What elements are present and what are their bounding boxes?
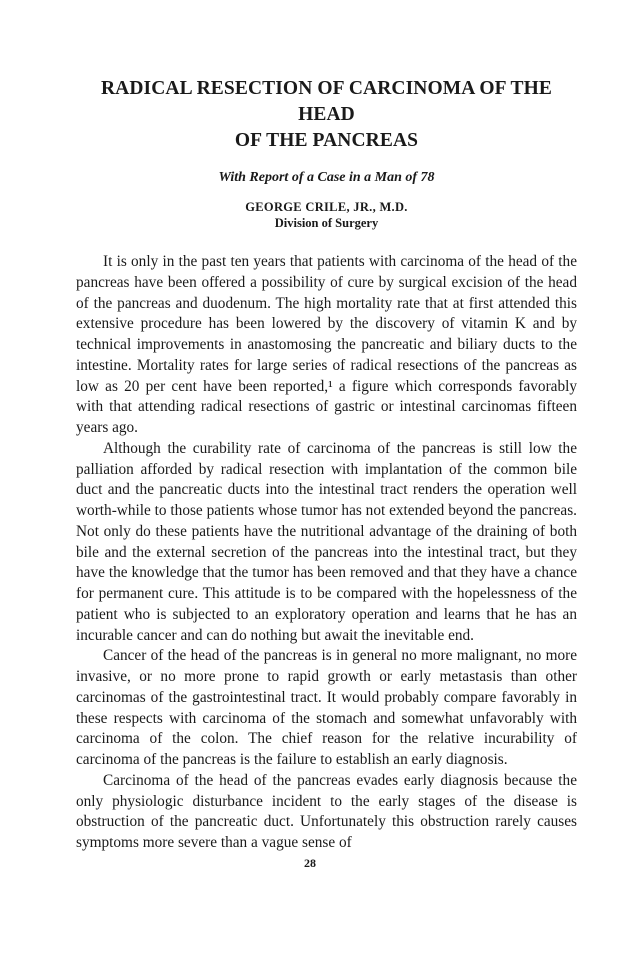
author-affiliation: Division of Surgery [274,216,379,230]
article-body [76,252,577,854]
body-paragraph-3: Cancer of the head of the pancreas is in general no more malignant, no more invasive, or no more prone to rapid growth or early metastasis than other carcinomas of the gastrointestinal tract. It would probably compare favorably in these respects with carcinoma of the stomach and somewhat unfavorably with carcinoma of the colon. The chief reason for the relative incurability of carcinoma of the pancreas is the failure to establish an early diagnosis. [76,647,577,768]
article-subtitle: With Report of a Case in a Man of 78 [218,170,435,185]
journal-page [76,76,577,854]
page-number: 28 [304,856,316,870]
body-paragraph-4: Carcinoma of the head of the pancreas evades early diagnosis because the only physiologic disturbance incident to the early stages of the disease is obstruction of the pancreatic duct. Unfortunately this obstruction rarely causes symptoms more severe than a vague sense of [76,771,577,851]
article-title-line-1: RADICAL RESECTION OF CARCINOMA OF THE HEAD [101,78,552,125]
article-title [76,76,577,154]
author-name: GEORGE CRILE, JR., M.D. [245,200,408,214]
article-title-line-2: OF THE PANCREAS [234,130,419,151]
body-paragraph-2: Although the curability rate of carcinoma of the pancreas is still low the palliation afforded by radical resection with implantation of the common bile duct and the pancreatic ducts into the intestinal tract renders the operation well worth-while to those patients whose tumor has not extended beyond the pancreas. Not only do these patients have the nutritional advantage of the draining of both bile and the external secretion of the pancreas into the intestinal tract, but they have the knowledge that the tumor has been removed and that they have a chance for permanent cure. This attitude is to be compared with the hopelessness of the patient who is subjected to an exploratory operation and learns that he has an incurable cancer and can do nothing but await the inevitable end. [76,439,577,644]
body-paragraph-1: It is only in the past ten years that patients with carcinoma of the head of the pancreas have been offered a possibility of cure by surgical excision of the head of the pancreas and duodenum. The high mortality rate that at first attended this extensive procedure has been lowered by the discovery of vitamin K and by technical improvements in anastomosing the pancreatic and biliary ducts to the intestine. Mortality rates for large series of radical resections of the pancreas as low as 20 per cent have been reported,¹ a figure which corresponds favorably with that attending radical resections of gastric or intestinal carcinomas fifteen years ago. [76,253,577,436]
